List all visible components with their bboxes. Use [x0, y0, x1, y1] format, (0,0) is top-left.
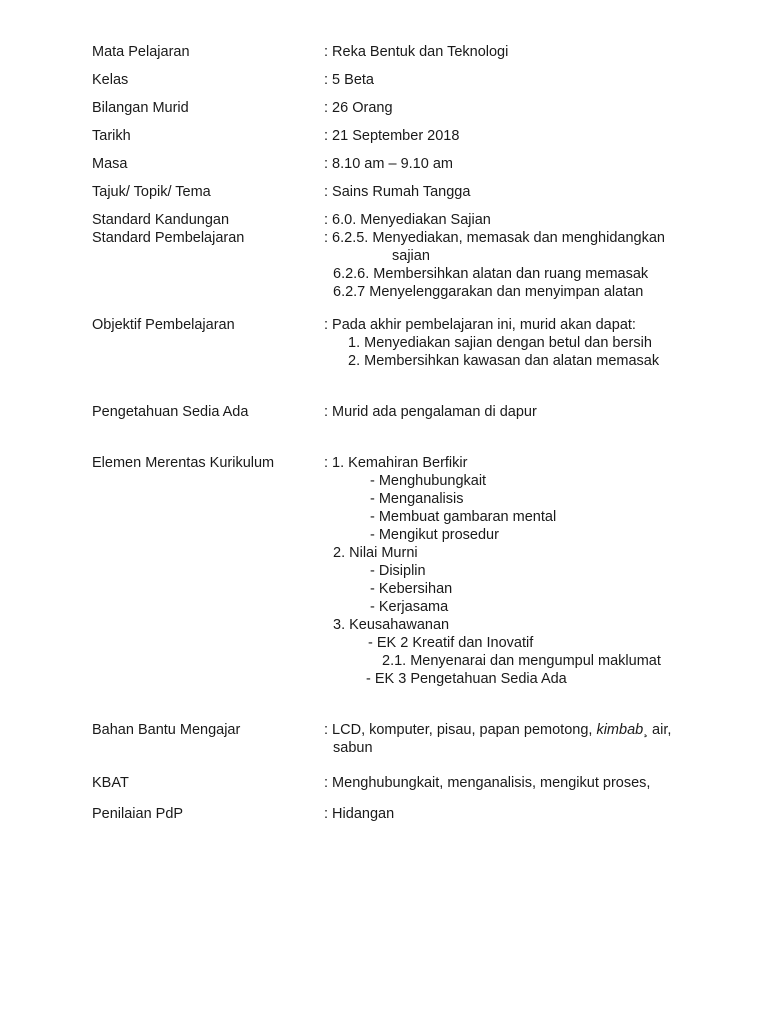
- objektif-intro: : Pada akhir pembelajaran ini, murid akan dapat:: [324, 317, 636, 333]
- label-elemen: Elemen Merentas Kurikulum: [92, 455, 275, 471]
- label-standard-pembelajaran: Standard Pembelajaran: [92, 230, 245, 246]
- label-pengetahuan: Pengetahuan Sedia Ada: [92, 404, 249, 420]
- elemen-line: - Membuat gambaran mental: [370, 509, 557, 525]
- label-penilaian: Penilaian PdP: [92, 806, 184, 822]
- value-tajuk: : Sains Rumah Tangga: [324, 184, 471, 200]
- value-pengetahuan: : Murid ada pengalaman di dapur: [324, 404, 537, 420]
- bahan-suffix: ¸ air,: [643, 722, 672, 738]
- value-masa: : 8.10 am – 9.10 am: [324, 156, 453, 172]
- standard-pembelajaran-line: 6.2.6. Membersihkan alatan dan ruang memasak: [333, 266, 649, 282]
- value-kelas: : 5 Beta: [324, 72, 374, 88]
- label-mata-pelajaran: Mata Pelajaran: [92, 44, 190, 60]
- elemen-line: - Disiplin: [370, 563, 426, 579]
- elemen-line: - EK 2 Kreatif dan Inovatif: [368, 635, 534, 651]
- elemen-line: : 1. Kemahiran Berfikir: [324, 455, 468, 471]
- bahan-prefix: : LCD, komputer, pisau, papan pemotong,: [324, 722, 597, 738]
- label-kbat: KBAT: [92, 775, 129, 791]
- elemen-line: 2.1. Menyenarai dan mengumpul maklumat: [382, 653, 661, 669]
- objektif-item: 2. Membersihkan kawasan dan alatan memasak: [348, 353, 660, 369]
- elemen-line: - EK 3 Pengetahuan Sedia Ada: [366, 671, 567, 687]
- value-tarikh: : 21 September 2018: [324, 128, 460, 144]
- value-bilangan-murid: : 26 Orang: [324, 100, 393, 116]
- label-objektif: Objektif Pembelajaran: [92, 317, 235, 333]
- label-tarikh: Tarikh: [92, 128, 131, 144]
- label-masa: Masa: [92, 156, 128, 172]
- label-kelas: Kelas: [92, 72, 129, 88]
- label-bahan: Bahan Bantu Mengajar: [92, 722, 241, 738]
- value-penilaian: : Hidangan: [324, 806, 395, 822]
- bahan-line-1: [324, 721, 671, 739]
- elemen-line: - Mengikut prosedur: [370, 527, 499, 543]
- value-kbat: : Menghubungkait, menganalisis, mengikut proses,: [324, 775, 651, 791]
- standard-pembelajaran-line: 6.2.7 Menyelenggarakan dan menyimpan alatan: [333, 284, 644, 300]
- elemen-line: - Menghubungkait: [370, 473, 487, 489]
- bahan-line-2: sabun: [333, 740, 373, 756]
- standard-pembelajaran-line: sajian: [392, 248, 430, 264]
- label-bilangan-murid: Bilangan Murid: [92, 100, 189, 116]
- value-mata-pelajaran: : Reka Bentuk dan Teknologi: [324, 44, 509, 60]
- standard-pembelajaran-line: : 6.2.5. Menyediakan, memasak dan menghidangkan: [324, 230, 665, 246]
- label-tajuk: Tajuk/ Topik/ Tema: [92, 184, 211, 200]
- objektif-item: 1. Menyediakan sajian dengan betul dan bersih: [348, 335, 652, 351]
- elemen-line: - Kerjasama: [370, 599, 449, 615]
- elemen-line: - Menganalisis: [370, 491, 464, 507]
- elemen-line: - Kebersihan: [370, 581, 453, 597]
- label-standard-kandungan: Standard Kandungan: [92, 212, 230, 228]
- bahan-italic-word: kimbab: [596, 722, 644, 738]
- elemen-line: 3. Keusahawanan: [333, 617, 450, 633]
- elemen-line: 2. Nilai Murni: [333, 545, 418, 561]
- value-standard-kandungan: : 6.0. Menyediakan Sajian: [324, 212, 491, 228]
